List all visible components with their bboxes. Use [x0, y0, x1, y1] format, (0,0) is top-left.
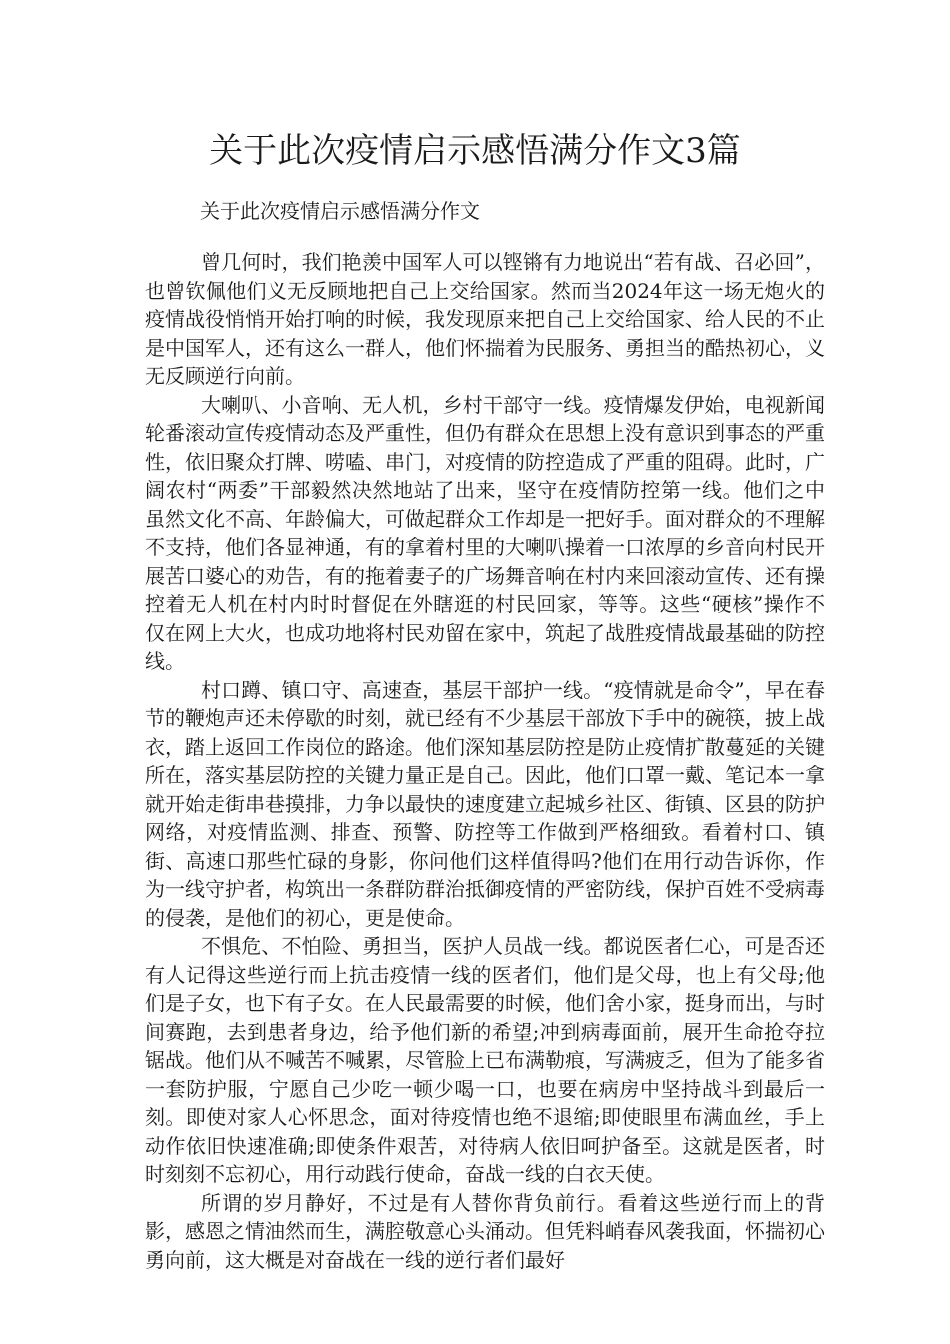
paragraph: 村口蹲、镇口守、高速查，基层干部护一线。“疫情就是命令”，早在春节的鞭炮声还未停歇的时刻，就已经有不少基层干部放下手中的碗筷，披上战衣，踏上返回工作岗位的路途。他们深知基层防控是防止疫情扩散蔓延的关键所在，落实基层防控的关键力量正是自己。因此，他们口罩一戴、笔记本一拿就开始走街串巷摸排，力争以最快的速度建立起城乡社区、街镇、区县的防护网络，对疫情监测、排查、预警、防控等工作做到严格细致。看着村口、镇街、高速口那些忙碌的身影，你问他们这样值得吗?他们在用行动告诉你，作为一线守护者，构筑出一条群防群治抵御疫情的严密防线，保护百姓不受病毒的侵袭，是他们的初心，更是使命。	[145, 677, 825, 930]
document-subtitle: 关于此次疫情启示感悟满分作文	[200, 199, 480, 223]
document-body	[145, 248, 825, 1274]
paragraph: 不惧危、不怕险、勇担当，医护人员战一线。都说医者仁心，可是否还有人记得这些逆行而上抗击疫情一线的医者们，他们是父母，也上有父母;他们是子女，也下有子女。在人民最需要的时候，他们舍小家，挺身而出，与时间赛跑，去到患者身边，给予他们新的希望;冲到病毒面前，展开生命抢夺拉锯战。他们从不喊苦不喊累，尽管脸上已布满勒痕，写满疲乏，但为了能多省一套防护服，宁愿自己少吃一顿少喝一口，也要在病房中坚持战斗到最后一刻。即使对家人心怀思念，面对待疫情也绝不退缩;即使眼里布满血丝，手上动作依旧快速准确;即使条件艰苦，对待病人依旧呵护备至。这就是医者，时时刻刻不忘初心，用行动践行使命，奋战一线的白衣天使。	[145, 934, 825, 1186]
paragraph: 所谓的岁月静好，不过是有人替你背负前行。看着这些逆行而上的背影，感恩之情油然而生，满腔敬意心头涌动。但凭料峭春风袭我面，怀揣初心勇向前，这大概是对奋战在一线的逆行者们最好	[145, 1190, 825, 1272]
paragraph: 曾几何时，我们艳羡中国军人可以铿锵有力地说出“若有战、召必回”，也曾钦佩他们义无反顾地把自己上交给国家。然而当2024年这一场无炮火的疫情战役悄悄开始打响的时候，我发现原来把自己上交给国家、给人民的不止是中国军人，还有这么一群人，他们怀揣着为民服务、勇担当的酷热初心，义无反顾逆行向前。	[145, 250, 825, 388]
paragraph: 大喇叭、小音响、无人机，乡村干部守一线。疫情爆发伊始，电视新闻轮番滚动宣传疫情动态及严重性，但仍有群众在思想上没有意识到事态的严重性，依旧聚众打牌、唠嗑、串门，对疫情的防控造成了严重的阻碍。此时，广阔农村“两委”干部毅然决然地站了出来，坚守在疫情防控第一线。他们之中虽然文化不高、年龄偏大，可做起群众工作却是一把好手。面对群众的不理解不支持，他们各显神通，有的拿着村里的大喇叭操着一口浓厚的乡音向村民开展苦口婆心的劝告，有的拖着妻子的广场舞音响在村内来回滚动宣传、还有操控着无人机在村内时时督促在外瞎逛的村民回家，等等。这些“硬核”操作不仅在网上大火，也成功地将村民劝留在家中，筑起了战胜疫情战最基础的防控线。	[145, 392, 825, 673]
document-title: 关于此次疫情启示感悟满分作文3篇	[209, 131, 741, 171]
